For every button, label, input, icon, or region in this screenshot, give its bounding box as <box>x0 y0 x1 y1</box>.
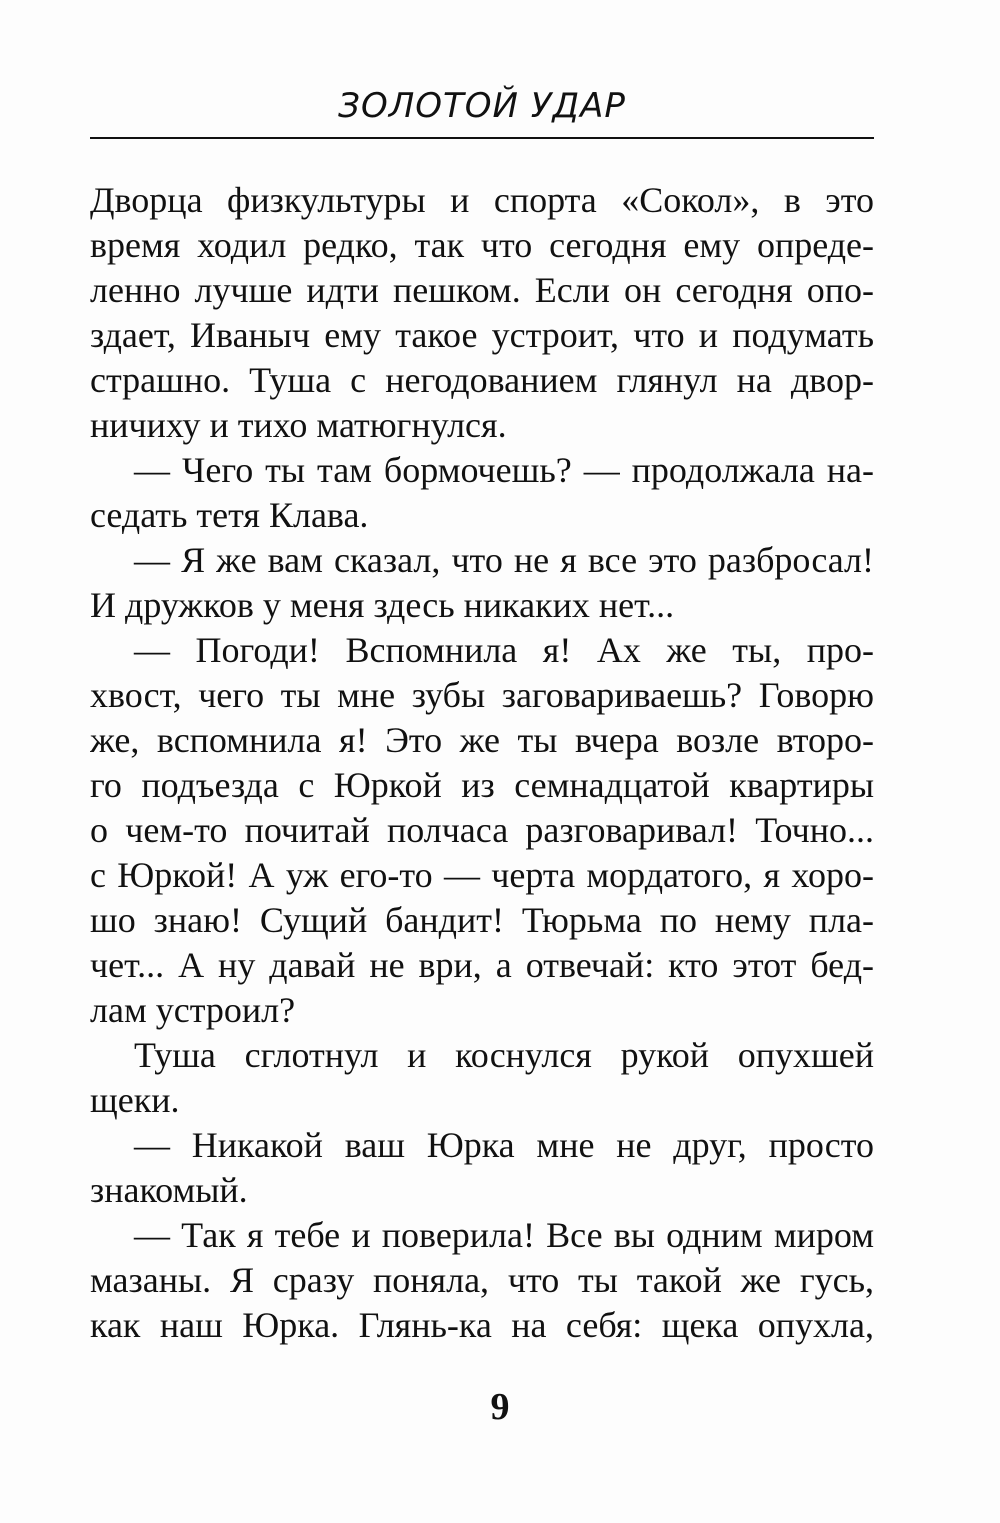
text-line: же, вспомнила я! Это же ты вчера возле второ- <box>90 720 874 760</box>
text-line: как наш Юрка. Глянь-ка на себя: щека опухла, <box>90 1305 874 1345</box>
running-title: ЗОЛОТОЙ УДАР <box>338 86 626 126</box>
text-line: ничиху и тихо матюгнулся. <box>90 405 507 445</box>
text-line: чет... А ну давай не ври, а отвечай: кто этот бед- <box>90 945 874 985</box>
text-line: шо знаю! Сущий бандит! Тюрьма по нему пла- <box>90 900 874 940</box>
text-line: Туша сглотнул и коснулся рукой опухшей <box>134 1035 874 1075</box>
text-line: знакомый. <box>90 1170 248 1210</box>
text-line: ленно лучше идти пешком. Если он сегодня опо- <box>90 270 874 310</box>
text-line: с Юркой! А уж его-то — черта мордатого, я хоро- <box>90 855 874 895</box>
text-line: — Так я тебе и поверила! Все вы одним миром <box>134 1215 874 1255</box>
text-line: Дворца физкультуры и спорта «Сокол», в это <box>90 180 874 220</box>
text-line: — Чего ты там бормочешь? — продолжала на- <box>134 450 874 490</box>
text-line: го подъезда с Юркой из семнадцатой квартиры <box>90 765 874 805</box>
body-text <box>90 178 874 1348</box>
page-number: 9 <box>490 1386 510 1428</box>
text-line: страшно. Туша с негодованием глянул на двор- <box>90 360 874 400</box>
text-line: щеки. <box>90 1080 180 1120</box>
text-line: — Никакой ваш Юрка мне не друг, просто <box>134 1125 874 1165</box>
text-line: мазаны. Я сразу поняла, что ты такой же гусь, <box>90 1260 874 1300</box>
text-line: здает, Иваныч ему такое устроит, что и подумать <box>90 315 874 355</box>
text-line: лам устроил? <box>90 990 296 1030</box>
text-line: — Погоди! Вспомнила я! Ах же ты, про- <box>134 630 874 670</box>
text-line: хвост, чего ты мне зубы заговариваешь? Говорю <box>90 675 874 715</box>
text-line: — Я же вам сказал, что не я все это разбросал! <box>134 540 874 580</box>
header-rule <box>90 137 874 139</box>
text-line: о чем-то почитай полчаса разговаривал! Точно... <box>90 810 874 850</box>
text-line: время ходил редко, так что сегодня ему опреде- <box>90 225 874 265</box>
text-line: И дружков у меня здесь никаких нет... <box>90 585 675 625</box>
text-line: седать тетя Клава. <box>90 495 369 535</box>
